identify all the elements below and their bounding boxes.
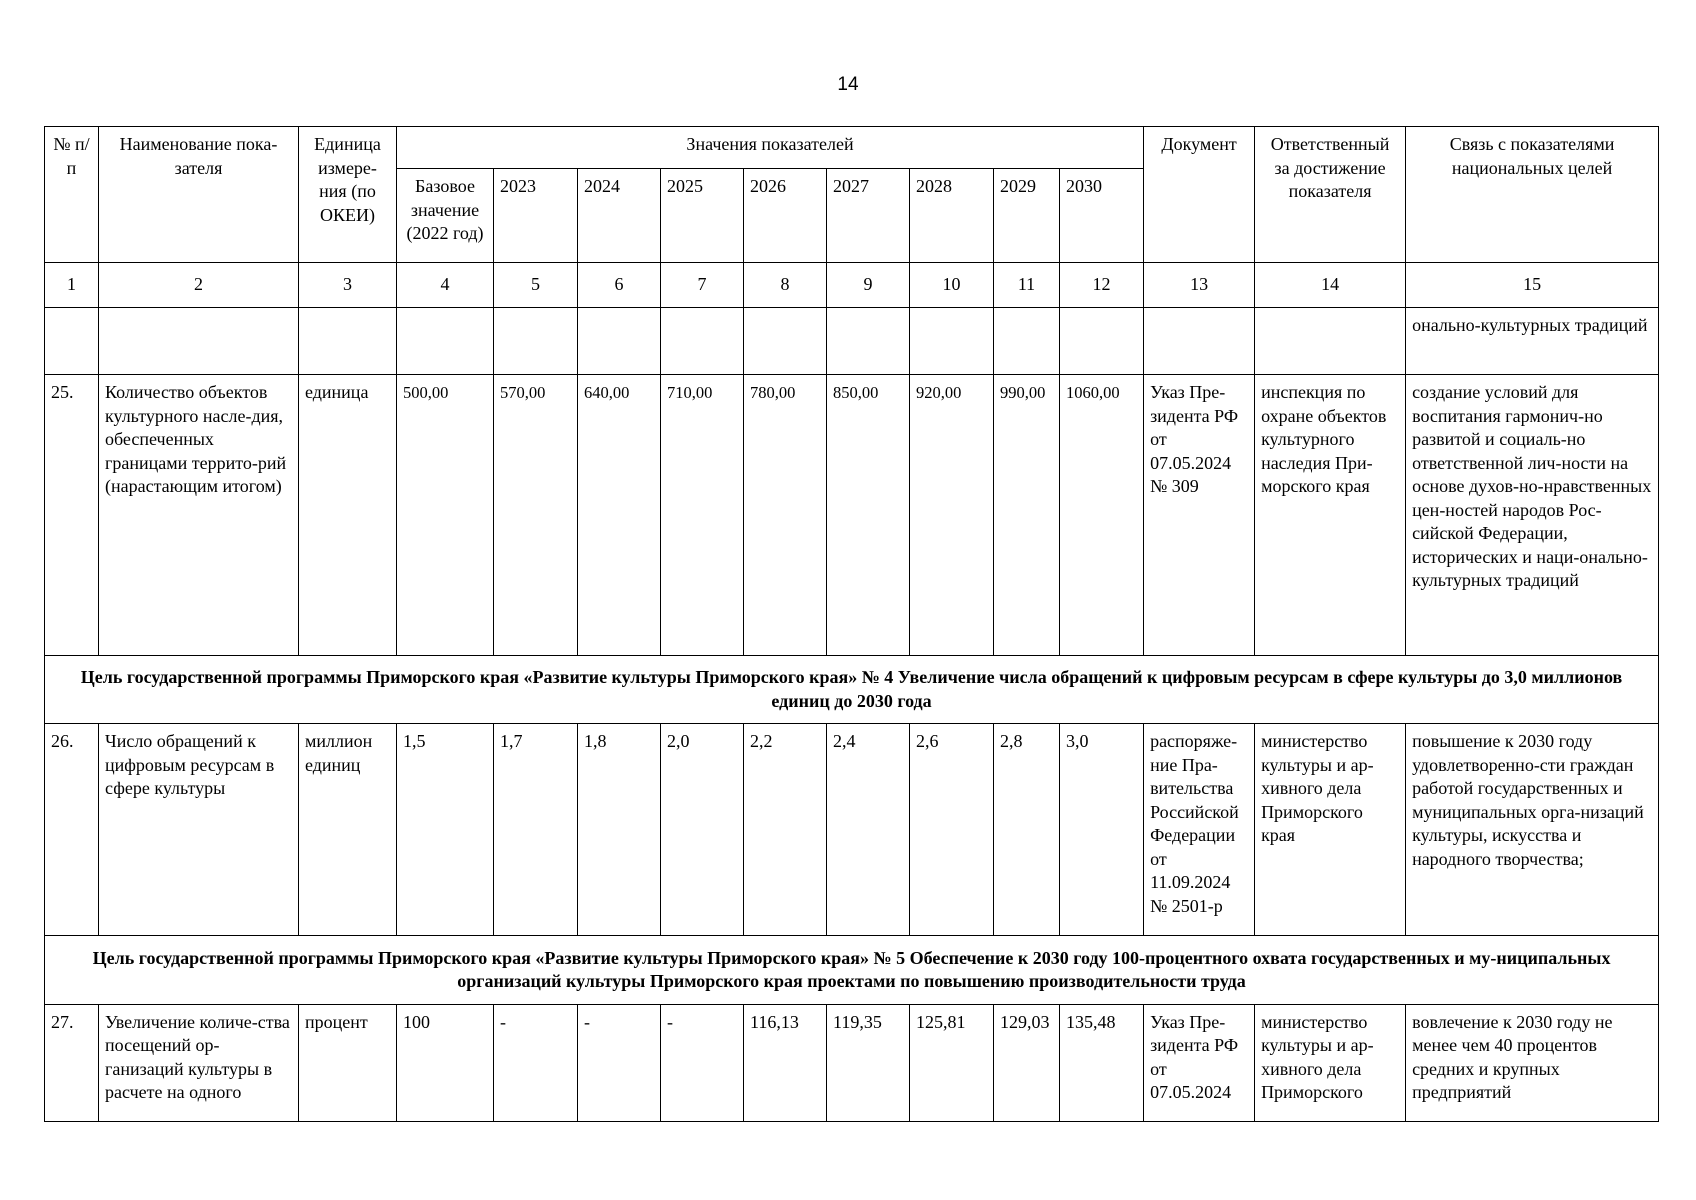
link-cell: онально-культурных традиций bbox=[1406, 307, 1659, 375]
unit-cell: миллион единиц bbox=[299, 724, 397, 936]
indicator-name: Число обращений к цифровым ресурсам в сфере культуры bbox=[99, 724, 299, 936]
value-cell: - bbox=[661, 1004, 744, 1121]
indicator-name: Увеличение количе-ства посещений ор-ганизаций культуры в расчете на одного bbox=[99, 1004, 299, 1121]
header-year: 2030 bbox=[1060, 169, 1144, 263]
column-number: 1 bbox=[45, 263, 99, 307]
link-cell: создание условий для воспитания гармонич-но развитой и социаль-но ответственной лич-ности на основе духов-но-нравственных цен-ностей народов Рос-сийской Федерации, исторических и наци-онально-культурных традиций bbox=[1406, 375, 1659, 656]
column-number: 4 bbox=[397, 263, 494, 307]
header-base: Базовое значение (2022 год) bbox=[397, 169, 494, 263]
header-year: 2025 bbox=[661, 169, 744, 263]
value-cell: 135,48 bbox=[1060, 1004, 1144, 1121]
column-number: 5 bbox=[494, 263, 578, 307]
continuation-row bbox=[45, 307, 1659, 375]
column-number: 13 bbox=[1144, 263, 1255, 307]
document-cell: Указ Пре-зидента РФ от 07.05.2024 bbox=[1144, 1004, 1255, 1121]
header-name: Наименование пока-зателя bbox=[99, 127, 299, 263]
header-year: 2024 bbox=[578, 169, 661, 263]
column-number: 9 bbox=[827, 263, 910, 307]
value-cell: 129,03 bbox=[994, 1004, 1060, 1121]
column-number: 8 bbox=[744, 263, 827, 307]
column-number: 6 bbox=[578, 263, 661, 307]
header-year: 2023 bbox=[494, 169, 578, 263]
value-cell: 850,00 bbox=[827, 375, 910, 656]
value-cell: 3,0 bbox=[1060, 724, 1144, 936]
link-cell: повышение к 2030 году удовлетворенно-сти граждан работой государственных и муниципальных орга-низаций культуры, искусства и народного творчества; bbox=[1406, 724, 1659, 936]
value-cell: 640,00 bbox=[578, 375, 661, 656]
column-number: 2 bbox=[99, 263, 299, 307]
document-cell: Указ Пре-зидента РФ от 07.05.2024 № 309 bbox=[1144, 375, 1255, 656]
value-cell: 119,35 bbox=[827, 1004, 910, 1121]
header-values-group: Значения показателей bbox=[397, 127, 1144, 169]
value-cell: 2,4 bbox=[827, 724, 910, 936]
table-row bbox=[45, 724, 1659, 936]
value-cell: 780,00 bbox=[744, 375, 827, 656]
header-row bbox=[45, 127, 1659, 169]
header-year: 2028 bbox=[910, 169, 994, 263]
link-cell: вовлечение к 2030 году не менее чем 40 процентов средних и крупных предприятий bbox=[1406, 1004, 1659, 1121]
value-cell: 2,6 bbox=[910, 724, 994, 936]
header-document: Документ bbox=[1144, 127, 1255, 263]
row-number: 26. bbox=[45, 724, 99, 936]
value-cell: - bbox=[494, 1004, 578, 1121]
value-cell: 920,00 bbox=[910, 375, 994, 656]
value-cell: 1060,00 bbox=[1060, 375, 1144, 656]
value-cell: 1,7 bbox=[494, 724, 578, 936]
value-cell: 100 bbox=[397, 1004, 494, 1121]
indicator-name: Количество объектов культурного насле-дия, обеспеченных границами террито-рий (нарастающим итогом) bbox=[99, 375, 299, 656]
header-year: 2027 bbox=[827, 169, 910, 263]
header-year: 2029 bbox=[994, 169, 1060, 263]
unit-cell: процент bbox=[299, 1004, 397, 1121]
value-cell: 116,13 bbox=[744, 1004, 827, 1121]
value-cell: 1,5 bbox=[397, 724, 494, 936]
table-row bbox=[45, 1004, 1659, 1121]
row-number: 25. bbox=[45, 375, 99, 656]
table-row bbox=[45, 375, 1659, 656]
value-cell: 570,00 bbox=[494, 375, 578, 656]
value-cell: 1,8 bbox=[578, 724, 661, 936]
column-number: 3 bbox=[299, 263, 397, 307]
header-responsible: Ответственный за достижение показателя bbox=[1255, 127, 1406, 263]
column-number: 10 bbox=[910, 263, 994, 307]
header-year: 2026 bbox=[744, 169, 827, 263]
indicators-table bbox=[44, 126, 1659, 1122]
goal-row bbox=[45, 655, 1659, 724]
goal-row bbox=[45, 936, 1659, 1005]
value-cell: 2,8 bbox=[994, 724, 1060, 936]
column-number: 14 bbox=[1255, 263, 1406, 307]
page-number: 14 bbox=[837, 74, 859, 95]
unit-cell: единица bbox=[299, 375, 397, 656]
value-cell: 125,81 bbox=[910, 1004, 994, 1121]
goal-heading: Цель государственной программы Приморского края «Развитие культуры Приморского края» № 4 Увеличение числа обращений к цифровым ресурсам в сфере культуры до 3,0 миллионов единиц до 2030 года bbox=[45, 655, 1659, 724]
value-cell: 2,0 bbox=[661, 724, 744, 936]
goal-heading: Цель государственной программы Приморского края «Развитие культуры Приморского края» № 5 Обеспечение к 2030 году 100-процентного охвата государственных и му-ниципальных организаций культуры Приморского края проектами по повышению производительности труда bbox=[45, 936, 1659, 1005]
responsible-cell: инспекция по охране объектов культурного наследия При-морского края bbox=[1255, 375, 1406, 656]
row-number: 27. bbox=[45, 1004, 99, 1121]
value-cell: 710,00 bbox=[661, 375, 744, 656]
header-link: Связь с показателями национальных целей bbox=[1406, 127, 1659, 263]
header-unit: Единица измере-ния (по ОКЕИ) bbox=[299, 127, 397, 263]
column-number: 15 bbox=[1406, 263, 1659, 307]
value-cell: 990,00 bbox=[994, 375, 1060, 656]
responsible-cell: министерство культуры и ар-хивного дела Приморского bbox=[1255, 1004, 1406, 1121]
value-cell: 2,2 bbox=[744, 724, 827, 936]
value-cell: - bbox=[578, 1004, 661, 1121]
column-number: 12 bbox=[1060, 263, 1144, 307]
column-number: 7 bbox=[661, 263, 744, 307]
responsible-cell: министерство культуры и ар-хивного дела Приморского края bbox=[1255, 724, 1406, 936]
value-cell: 500,00 bbox=[397, 375, 494, 656]
column-numbers-row bbox=[45, 263, 1659, 307]
column-number: 11 bbox=[994, 263, 1060, 307]
header-no: № п/п bbox=[45, 127, 99, 263]
document-cell: распоряже-ние Пра-вительства Российской Федерации от 11.09.2024 № 2501-р bbox=[1144, 724, 1255, 936]
